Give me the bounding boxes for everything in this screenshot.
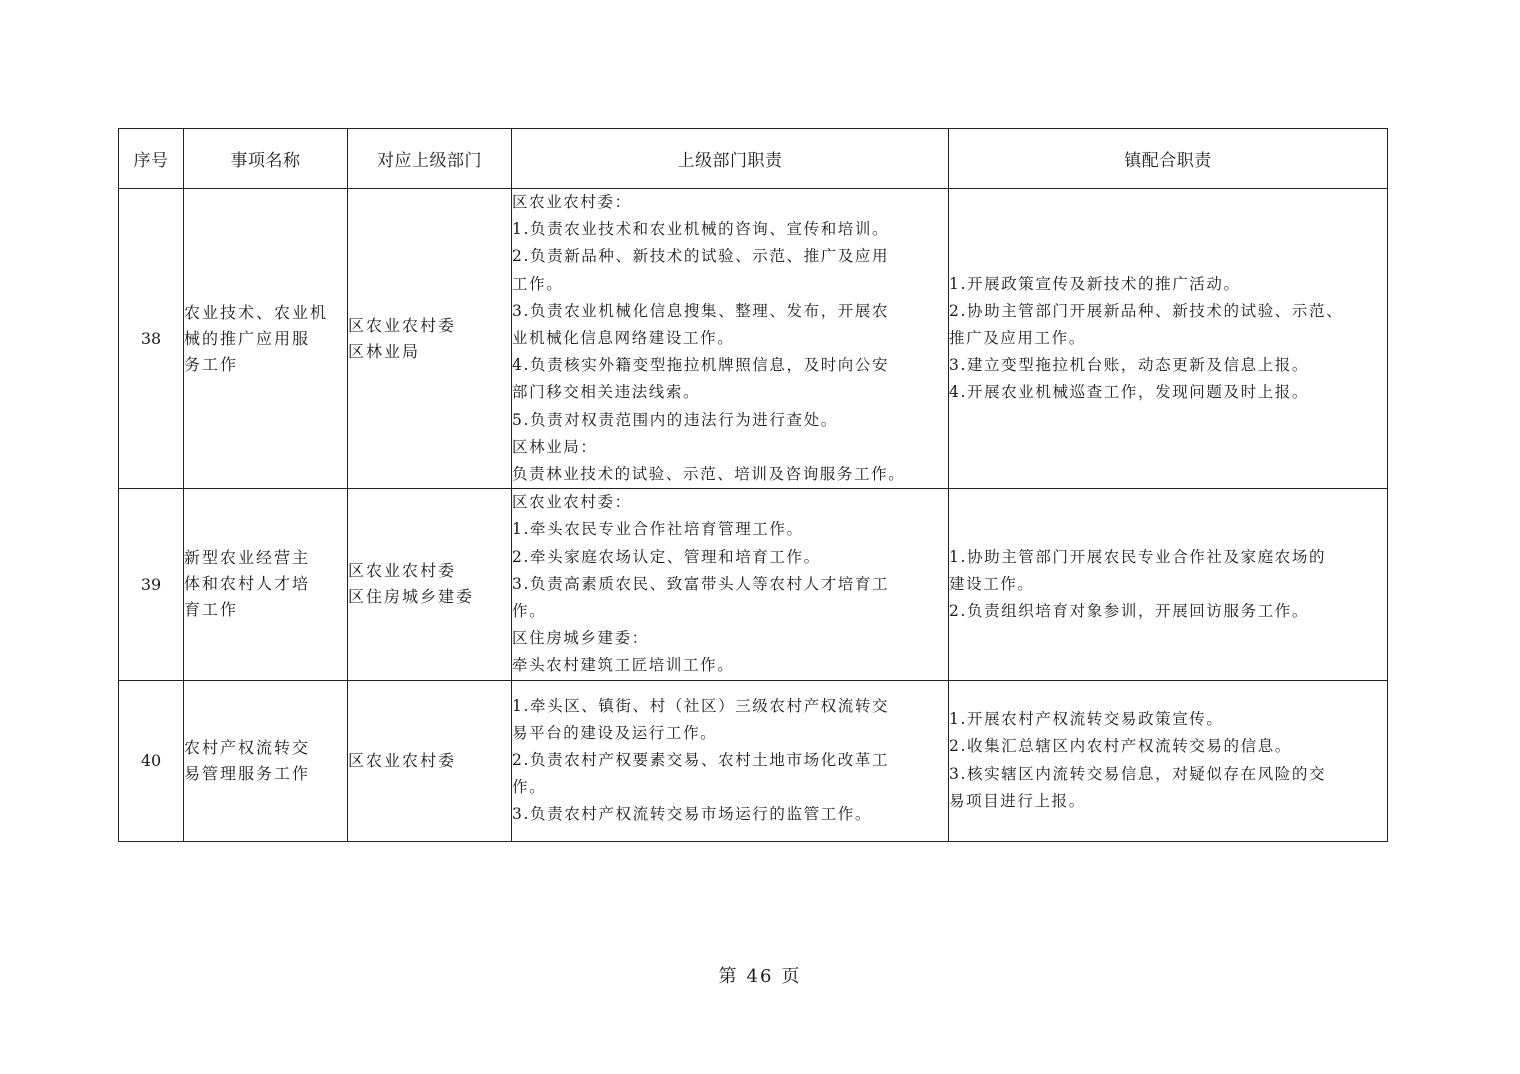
row-number: 40 bbox=[119, 680, 184, 841]
cell-line: 2.负责组织培育对象参训，开展回访服务工作。 bbox=[949, 602, 1309, 621]
cell-line: 区农业农村委 bbox=[348, 315, 457, 335]
cell-line: 区林业局 bbox=[348, 341, 421, 361]
cell-line: 1.牵头区、镇街、村（社区）三级农村产权流转交 bbox=[512, 696, 890, 715]
row-number: 38 bbox=[119, 189, 184, 489]
cell-line: 推广及应用工作。 bbox=[949, 329, 1086, 348]
cell-line: 1.开展农村产权流转交易政策宣传。 bbox=[949, 710, 1224, 729]
town-duty bbox=[949, 189, 1388, 489]
cell-line: 区住房城乡建委 bbox=[348, 587, 475, 607]
header-superior-duty: 上级部门职责 bbox=[512, 129, 949, 189]
superior-dept bbox=[348, 489, 512, 680]
cell-line: 3.负责农村产权流转交易市场运行的监管工作。 bbox=[512, 805, 872, 824]
superior-duty bbox=[512, 680, 949, 841]
cell-line: 区农业农村委 bbox=[348, 561, 457, 581]
cell-line: 负责林业技术的试验、示范、培训及咨询服务工作。 bbox=[512, 465, 906, 484]
page-prefix: 第 bbox=[718, 966, 739, 987]
cell-line: 建设工作。 bbox=[949, 574, 1035, 593]
cell-line: 区林业局： bbox=[512, 437, 598, 456]
superior-duty bbox=[512, 489, 949, 680]
cell-line: 2.负责新品种、新技术的试验、示范、推广及应用 bbox=[512, 247, 890, 266]
header-town-duty: 镇配合职责 bbox=[949, 129, 1388, 189]
cell-line: 4.开展农业机械巡查工作，发现问题及时上报。 bbox=[949, 383, 1309, 402]
item-name bbox=[184, 189, 348, 489]
cell-line: 1.协助主管部门开展农民专业合作社及家庭农场的 bbox=[949, 547, 1327, 566]
cell-line: 2.负责农村产权要素交易、农村土地市场化改革工 bbox=[512, 751, 890, 770]
superior-duty bbox=[512, 189, 949, 489]
header-no: 序号 bbox=[119, 129, 184, 189]
header-item-name: 事项名称 bbox=[184, 129, 348, 189]
cell-line: 2.牵头家庭农场认定、管理和培育工作。 bbox=[512, 547, 821, 566]
town-duty bbox=[949, 680, 1388, 841]
table-row bbox=[119, 489, 1388, 680]
table-header bbox=[119, 129, 1388, 189]
cell-line: 易项目进行上报。 bbox=[949, 791, 1086, 810]
cell-line: 3.负责高素质农民、致富带头人等农村人才培育工 bbox=[512, 574, 890, 593]
cell-line: 3.核实辖区内流转交易信息，对疑似存在风险的交 bbox=[949, 764, 1327, 783]
row-number: 39 bbox=[119, 489, 184, 680]
cell-line: 部门移交相关违法线索。 bbox=[512, 383, 701, 402]
cell-line: 区农业农村委： bbox=[512, 193, 632, 211]
cell-line: 易管理服务工作 bbox=[184, 763, 311, 783]
table-row bbox=[119, 189, 1388, 489]
cell-line: 区农业农村委 bbox=[348, 750, 457, 770]
superior-dept bbox=[348, 680, 512, 841]
duty-table bbox=[118, 128, 1388, 842]
cell-line: 区农业农村委： bbox=[512, 493, 632, 512]
cell-line: 农业技术、农业机 bbox=[184, 302, 329, 322]
cell-line: 务工作 bbox=[184, 354, 239, 374]
cell-line: 区住房城乡建委： bbox=[512, 629, 649, 648]
cell-line: 1.负责农业技术和农业机械的咨询、宣传和培训。 bbox=[512, 220, 890, 239]
cell-line: 育工作 bbox=[184, 600, 239, 620]
page-suffix: 页 bbox=[781, 966, 802, 987]
header-superior-dept: 对应上级部门 bbox=[348, 129, 512, 189]
cell-line: 体和农村人才培 bbox=[184, 574, 311, 594]
cell-line: 2.收集汇总辖区内农村产权流转交易的信息。 bbox=[949, 737, 1292, 756]
town-duty bbox=[949, 489, 1388, 680]
cell-line: 4.负责核实外籍变型拖拉机牌照信息，及时向公安 bbox=[512, 356, 890, 375]
table-row bbox=[119, 680, 1388, 841]
item-name bbox=[184, 489, 348, 680]
cell-line: 业机械化信息网络建设工作。 bbox=[512, 329, 735, 348]
cell-line: 易平台的建设及运行工作。 bbox=[512, 723, 718, 742]
cell-line: 3.负责农业机械化信息搜集、整理、发布，开展农 bbox=[512, 301, 890, 320]
cell-line: 作。 bbox=[512, 602, 547, 621]
cell-line: 1.开展政策宣传及新技术的推广活动。 bbox=[949, 274, 1241, 293]
superior-dept bbox=[348, 189, 512, 489]
cell-line: 3.建立变型拖拉机台账，动态更新及信息上报。 bbox=[949, 356, 1309, 375]
page-number: 46 bbox=[746, 966, 774, 987]
cell-line: 2.协助主管部门开展新品种、新技术的试验、示范、 bbox=[949, 301, 1344, 320]
cell-line: 牵头农村建筑工匠培训工作。 bbox=[512, 656, 735, 675]
cell-line: 作。 bbox=[512, 778, 547, 797]
cell-line: 5.负责对权责范围内的违法行为进行查处。 bbox=[512, 410, 838, 429]
cell-line: 械的推广应用服 bbox=[184, 328, 311, 348]
cell-line: 新型农业经营主 bbox=[184, 548, 311, 568]
page-footer bbox=[0, 962, 1520, 988]
header-row bbox=[119, 129, 1388, 189]
item-name bbox=[184, 680, 348, 841]
cell-line: 1.牵头农民专业合作社培育管理工作。 bbox=[512, 520, 804, 539]
table-body bbox=[119, 189, 1388, 842]
cell-line: 工作。 bbox=[512, 274, 564, 293]
cell-line: 农村产权流转交 bbox=[184, 737, 311, 757]
